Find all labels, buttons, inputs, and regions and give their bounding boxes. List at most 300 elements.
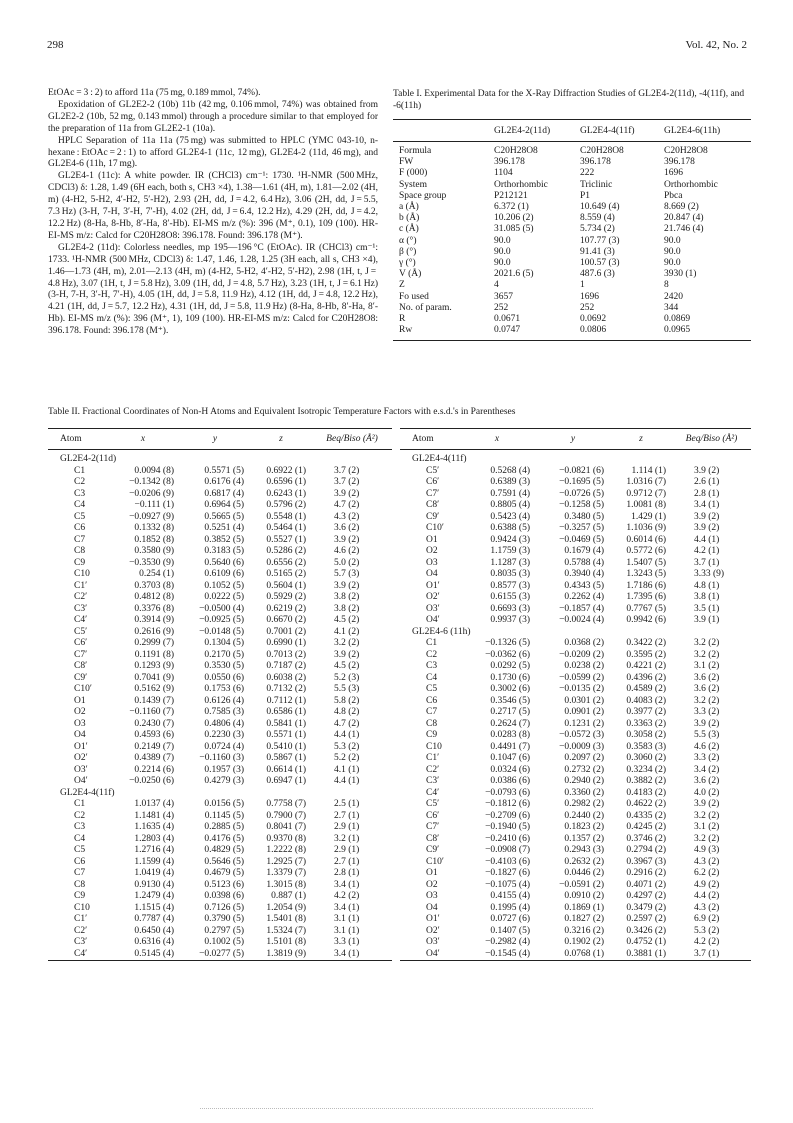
table-row bbox=[48, 914, 392, 926]
atom-label: C3 bbox=[74, 488, 86, 499]
table-row bbox=[48, 822, 392, 834]
atom-label: C6′ bbox=[426, 810, 440, 821]
table1-cell: 90.0 bbox=[494, 235, 511, 246]
coordinate-cell: 4.3 (2) bbox=[694, 902, 720, 913]
table-row bbox=[400, 788, 751, 800]
table-row bbox=[400, 937, 751, 949]
atom-label: C10 bbox=[426, 741, 442, 752]
table1-cell: Fo used bbox=[399, 291, 429, 302]
coordinate-cell: 3.1 (1) bbox=[334, 925, 360, 936]
coordinate-cell: 1.2925 (7) bbox=[266, 856, 306, 867]
coordinate-cell: 0.1823 (2) bbox=[564, 822, 604, 832]
table1-header bbox=[393, 120, 494, 142]
atom-label: C1′ bbox=[426, 753, 440, 763]
coordinate-cell: 1.3243 (5) bbox=[626, 569, 666, 579]
coordinate-cell: 0.3360 (2) bbox=[564, 787, 604, 798]
table-row bbox=[393, 303, 751, 314]
table1-cell: R bbox=[399, 314, 406, 325]
atom-label: C1′ bbox=[74, 914, 88, 924]
coordinate-cell: 0.1304 (5) bbox=[204, 638, 244, 648]
coordinate-cell: 0.6243 (1) bbox=[266, 488, 306, 499]
coordinate-cell: −0.1857 (4) bbox=[559, 603, 604, 614]
coordinate-cell: −0.1695 (5) bbox=[559, 477, 604, 487]
atom-label: C9 bbox=[426, 730, 438, 740]
coordinate-cell: 5.3 (2) bbox=[694, 925, 720, 936]
volume-label: Vol. 42, No. 2 bbox=[685, 39, 747, 51]
table2-header: x bbox=[458, 429, 536, 450]
table1-cell: 90.0 bbox=[664, 246, 681, 257]
atom-label: C4′ bbox=[426, 787, 440, 798]
coordinate-cell: 0.7900 (7) bbox=[266, 810, 306, 821]
coordinate-cell: 3.9 (2) bbox=[694, 511, 720, 522]
coordinate-cell: 3.6 (2) bbox=[694, 684, 720, 694]
atom-label: C6 bbox=[74, 523, 86, 533]
coordinate-cell: 0.7112 (1) bbox=[266, 695, 306, 706]
atom-label: O3′ bbox=[426, 603, 440, 614]
coordinate-cell: 0.3530 (5) bbox=[204, 661, 244, 671]
coordinate-cell: 0.5162 (9) bbox=[134, 684, 174, 694]
coordinate-cell: 0.8035 (3) bbox=[490, 569, 530, 579]
coordinate-cell: 0.3426 (2) bbox=[626, 925, 666, 936]
coordinate-cell: −0.0206 (9) bbox=[129, 488, 174, 499]
atom-label: C4 bbox=[74, 500, 86, 510]
table1-cell: V (Å) bbox=[399, 269, 422, 280]
coordinate-cell: 0.9937 (3) bbox=[490, 615, 530, 625]
table1-cell: c (Å) bbox=[399, 224, 419, 235]
coordinate-cell: 0.1052 (5) bbox=[204, 580, 244, 591]
coordinate-cell: 1.1036 (9) bbox=[626, 523, 666, 533]
atom-label: C7′ bbox=[74, 649, 88, 660]
atom-label: C10′ bbox=[426, 856, 444, 867]
coordinate-cell: 0.4183 (2) bbox=[626, 787, 666, 798]
table1 bbox=[393, 119, 751, 341]
coordinate-cell: 0.2624 (7) bbox=[490, 718, 530, 729]
coordinate-cell: 3.3 (1) bbox=[334, 937, 360, 947]
coordinate-cell: 0.7126 (5) bbox=[204, 902, 244, 913]
table-row bbox=[400, 949, 751, 961]
coordinate-cell: 0.6614 (1) bbox=[266, 764, 306, 775]
coordinate-cell: 3.9 (2) bbox=[334, 580, 360, 591]
coordinate-cell: 0.3583 (3) bbox=[626, 741, 666, 752]
atom-label: C3 bbox=[74, 822, 86, 832]
coordinate-cell: −0.2709 (6) bbox=[485, 810, 530, 821]
coordinate-cell: 1.2803 (4) bbox=[134, 833, 174, 844]
table-row bbox=[393, 142, 751, 158]
table1-cell: 252 bbox=[580, 302, 595, 313]
coordinate-cell: 4.9 (2) bbox=[694, 879, 720, 890]
paragraph: Epoxidation of GL2E2-2 (10b) 11b (42 mg, 0.106 mmol, 74%) was obtained from GL2E2-2 (10b, 52 mg, 0.143 mmol) through a procedure similar to that employed for the preparation of 11a from GL2E2-1 (10a). bbox=[48, 99, 378, 134]
table-row bbox=[48, 753, 392, 765]
coordinate-cell: 0.5646 (5) bbox=[204, 856, 244, 867]
atom-label: O3′ bbox=[74, 764, 88, 775]
coordinate-cell: 4.0 (2) bbox=[694, 787, 720, 798]
coordinate-cell: 0.7767 (5) bbox=[626, 603, 666, 614]
coordinate-cell: 3.9 (2) bbox=[694, 465, 720, 476]
coordinate-cell: 0.0398 (6) bbox=[204, 891, 244, 901]
atom-label: C10 bbox=[74, 902, 90, 913]
table2-header: Atom bbox=[48, 429, 106, 450]
coordinate-cell: 0.6109 (6) bbox=[204, 569, 244, 579]
coordinate-cell: 0.7132 (2) bbox=[266, 684, 306, 694]
table1-cell: β (°) bbox=[399, 246, 417, 257]
atom-label: O1′ bbox=[426, 580, 440, 591]
atom-label: O2 bbox=[74, 707, 86, 717]
atom-label: C2 bbox=[74, 810, 86, 821]
coordinate-cell: −0.2410 (6) bbox=[485, 833, 530, 844]
coordinate-cell: 3.7 (1) bbox=[694, 557, 720, 568]
coordinate-cell: 1.1759 (3) bbox=[490, 546, 530, 556]
table1-cell: Rw bbox=[399, 325, 413, 336]
coordinate-cell: 0.3882 (2) bbox=[626, 776, 666, 786]
table1-cell: 344 bbox=[664, 302, 679, 313]
table1-cell: 90.0 bbox=[494, 258, 511, 269]
table-row bbox=[400, 673, 751, 685]
coordinate-cell: 0.6219 (2) bbox=[266, 603, 306, 614]
table-row bbox=[400, 638, 751, 650]
coordinate-cell: 0.4829 (5) bbox=[204, 845, 244, 855]
table1-cell: 1696 bbox=[580, 291, 599, 302]
table-row bbox=[48, 546, 392, 558]
compound-label: GL2E4-4(11f) bbox=[60, 787, 115, 798]
coordinate-cell: 3.33 (9) bbox=[694, 569, 725, 579]
coordinate-cell: −0.0793 (6) bbox=[485, 787, 530, 798]
table1-cell: 396.178 bbox=[664, 157, 695, 168]
coordinate-cell: 3.4 (1) bbox=[334, 879, 360, 890]
coordinate-cell: 1.1515 (4) bbox=[134, 902, 174, 913]
atom-label: C9′ bbox=[426, 845, 440, 855]
coordinate-cell: 0.4335 (2) bbox=[626, 810, 666, 821]
coordinate-cell: 0.3940 (4) bbox=[564, 569, 604, 579]
atom-label: C5 bbox=[426, 684, 438, 694]
table1-cell: 0.0671 bbox=[494, 314, 521, 325]
table-row bbox=[400, 765, 751, 777]
coordinate-cell: 0.0446 (2) bbox=[564, 868, 604, 878]
atom-label: O2 bbox=[426, 879, 438, 890]
table-row bbox=[48, 535, 392, 547]
coordinate-cell: 3.9 (2) bbox=[334, 488, 360, 499]
table-row bbox=[48, 592, 392, 604]
atom-label: C5′ bbox=[426, 465, 440, 476]
table-row bbox=[48, 581, 392, 593]
coordinate-cell: 0.1407 (5) bbox=[490, 925, 530, 936]
coordinate-cell: 3.4 (1) bbox=[694, 500, 720, 510]
coordinate-cell: 3.5 (1) bbox=[694, 603, 720, 614]
coordinate-cell: 1.5101 (8) bbox=[266, 937, 306, 947]
table1-cell: C20H28O8 bbox=[580, 146, 624, 156]
coordinate-cell: 0.6693 (3) bbox=[490, 603, 530, 614]
table1-cell: 8.559 (4) bbox=[580, 213, 615, 224]
coordinate-cell: 3.9 (2) bbox=[694, 523, 720, 533]
coordinate-cell: 0.5788 (4) bbox=[564, 557, 604, 568]
coordinate-cell: 3.6 (2) bbox=[334, 523, 360, 533]
coordinate-cell: 0.4176 (5) bbox=[204, 833, 244, 844]
coordinate-cell: 0.3002 (6) bbox=[490, 684, 530, 694]
coordinate-cell: 0.6670 (2) bbox=[266, 615, 306, 625]
coordinate-cell: 0.7001 (2) bbox=[266, 626, 306, 637]
table-row bbox=[400, 477, 751, 489]
atom-label: C8 bbox=[74, 546, 86, 556]
table1-cell: 1696 bbox=[664, 168, 683, 179]
coordinate-cell: 0.3480 (5) bbox=[564, 511, 604, 522]
coordinate-cell: 0.5410 (1) bbox=[266, 741, 306, 752]
atom-label: C10 bbox=[74, 569, 90, 579]
coordinate-cell: 0.0222 (5) bbox=[204, 592, 244, 602]
coordinate-cell: 0.0768 (1) bbox=[564, 948, 604, 959]
coordinate-cell: 1.5324 (7) bbox=[266, 925, 306, 936]
atom-label: O2′ bbox=[426, 925, 440, 936]
table1-cell: 10.649 (4) bbox=[580, 202, 620, 213]
table-row bbox=[400, 914, 751, 926]
atom-label: O4′ bbox=[426, 615, 440, 625]
coordinate-cell: 2.8 (1) bbox=[694, 488, 720, 499]
coordinate-cell: 0.3977 (2) bbox=[626, 707, 666, 717]
table-row bbox=[393, 224, 751, 235]
coordinate-cell: −0.0599 (2) bbox=[559, 672, 604, 683]
coordinate-cell: 0.1957 (3) bbox=[204, 764, 244, 775]
table2-header: y bbox=[180, 429, 250, 450]
table-row bbox=[400, 857, 751, 869]
coordinate-cell: 0.2794 (2) bbox=[626, 845, 666, 855]
coordinate-cell: 3.9 (1) bbox=[694, 615, 720, 625]
coordinate-cell: 0.2982 (2) bbox=[564, 799, 604, 809]
coordinate-cell: −0.0500 (4) bbox=[199, 603, 244, 614]
coordinate-cell: 0.6586 (1) bbox=[266, 707, 306, 717]
table1-cell: 2021.6 (5) bbox=[494, 269, 534, 280]
table1-cell: 31.085 (5) bbox=[494, 224, 534, 235]
coordinate-cell: 0.3595 (2) bbox=[626, 649, 666, 660]
coordinate-cell: 0.6990 (1) bbox=[266, 638, 306, 648]
coordinate-cell: 4.8 (1) bbox=[694, 580, 720, 591]
coordinate-cell: 0.5268 (4) bbox=[490, 465, 530, 476]
table1-cell: Orthorhombic bbox=[664, 179, 718, 190]
table2-header: Beq/Biso (Å²) bbox=[672, 429, 751, 450]
coordinate-cell: 0.3790 (5) bbox=[204, 914, 244, 924]
table-row bbox=[400, 903, 751, 915]
table-row bbox=[48, 627, 392, 639]
coordinate-cell: 0.1293 (9) bbox=[134, 661, 174, 671]
table-row bbox=[48, 891, 392, 903]
coordinate-cell: 1.2054 (9) bbox=[266, 902, 306, 913]
coordinate-cell: −0.0591 (2) bbox=[559, 879, 604, 890]
coordinate-cell: 0.8577 (3) bbox=[490, 580, 530, 591]
table-row bbox=[48, 857, 392, 869]
table1-cell: 20.847 (4) bbox=[664, 213, 704, 224]
table-row bbox=[48, 834, 392, 846]
coordinate-cell: 1.1635 (4) bbox=[134, 822, 174, 832]
coordinate-cell: −0.0908 (7) bbox=[485, 845, 530, 855]
atom-label: O2 bbox=[426, 546, 438, 556]
coordinate-cell: 0.3216 (2) bbox=[564, 925, 604, 936]
coordinate-cell: 2.7 (1) bbox=[334, 810, 360, 821]
table1-header: GL2E4-2(11d) bbox=[494, 120, 580, 142]
table1-cell: 4 bbox=[494, 280, 499, 291]
coordinate-cell: 1.1481 (4) bbox=[134, 810, 174, 821]
coordinate-cell: −0.0821 (6) bbox=[559, 465, 604, 476]
table-row bbox=[48, 696, 392, 708]
table-row bbox=[48, 604, 392, 616]
coordinate-cell: 0.1902 (2) bbox=[564, 937, 604, 947]
coordinate-cell: 3.1 (1) bbox=[334, 914, 360, 924]
coordinate-cell: 3.7 (2) bbox=[334, 477, 360, 487]
coordinate-cell: 3.6 (2) bbox=[694, 672, 720, 683]
atom-label: O1 bbox=[426, 534, 438, 545]
coordinate-cell: −0.0209 (2) bbox=[559, 649, 604, 660]
table-row bbox=[48, 949, 392, 961]
coordinate-cell: 4.7 (2) bbox=[334, 718, 360, 729]
table-row bbox=[400, 684, 751, 696]
table1-cell: 3657 bbox=[494, 291, 513, 302]
table-row bbox=[48, 466, 392, 478]
coordinate-cell: −0.0148 (5) bbox=[199, 626, 244, 637]
paragraph: GL2E4-2 (11d): Colorless needles, mp 195—196 °C (EtOAc). IR (CHCl3) cm⁻¹: 1733. ¹H-NMR (500 MHz, CDCl3) δ: 1.47, 1.46, 1.28, 1.25 (3H each, all s, CH3 ×4), 1.46—1.73 (4H, m), 2.01—2.13 (4H, m) (4-H2, 5-H2, 4′-H2, 5′-H2), 2.98 (1H, t, J = 4.8 Hz), 3.07 (1H, t, J = 5.8 Hz), 3.09 (1H, dd, J = 4.8, 5.7 Hz), 3.23 (1H, t, J = 6.1 Hz) (3-H, 7-H, 3′-H, 7′-H), 4.05 (1H, dd, J = 5.8, 11.9 Hz), 4.12 (1H, dd, J = 4.8, 12.2 Hz), 4.21 (1H, dd, J = 5.7, 12.2 Hz), 4.31 (1H, dd, J = 5.8, 11.9 Hz) (8-Ha, 8-Hb, 8′-Ha, 8′-Hb). EI-MS m/z (%): 396 (M⁺, 1), 109 (100). HR-EI-MS m/z: Calcd for C20H28O8: 396.178. Found: 396.178 (M⁺). bbox=[48, 242, 378, 337]
table-row bbox=[393, 258, 751, 269]
coordinate-cell: 0.0301 (2) bbox=[564, 695, 604, 706]
coordinate-cell: 0.3376 (8) bbox=[134, 603, 174, 614]
coordinate-cell: 0.2597 (2) bbox=[626, 914, 666, 924]
atom-label: C8′ bbox=[426, 833, 440, 844]
table-row bbox=[400, 615, 751, 627]
table1-cell: Space group bbox=[399, 190, 447, 201]
coordinate-cell: 4.9 (3) bbox=[694, 845, 720, 855]
table2-header: y bbox=[536, 429, 610, 450]
atom-label: C8 bbox=[74, 879, 86, 890]
table-row bbox=[400, 822, 751, 834]
atom-label: C7 bbox=[74, 868, 86, 878]
atom-label: C8′ bbox=[426, 500, 440, 510]
coordinate-cell: 2.5 (1) bbox=[334, 799, 360, 809]
coordinate-cell: 0.7585 (3) bbox=[204, 707, 244, 717]
table-row bbox=[400, 799, 751, 811]
atom-label: C4′ bbox=[74, 615, 88, 625]
coordinate-cell: 1.2716 (4) bbox=[134, 845, 174, 855]
atom-label: C9′ bbox=[426, 511, 440, 522]
coordinate-cell: 3.8 (1) bbox=[694, 592, 720, 602]
table-row bbox=[48, 765, 392, 777]
table1-cell: FW bbox=[399, 157, 414, 168]
table1-header: GL2E4-6(11h) bbox=[664, 120, 751, 142]
coordinate-cell: 0.2885 (5) bbox=[204, 822, 244, 832]
coordinate-cell: 0.5145 (4) bbox=[134, 948, 174, 959]
coordinate-cell: 0.6596 (1) bbox=[266, 477, 306, 487]
table-row bbox=[400, 742, 751, 754]
coordinate-cell: 6.2 (2) bbox=[694, 868, 720, 878]
coordinate-cell: 0.5464 (1) bbox=[266, 523, 306, 533]
coordinate-cell: 0.3060 (2) bbox=[626, 753, 666, 763]
coordinate-cell: 0.2230 (3) bbox=[204, 730, 244, 740]
coordinate-cell: 0.2943 (3) bbox=[564, 845, 604, 855]
table1-cell: 0.0692 bbox=[580, 314, 607, 325]
coordinate-cell: 5.5 (3) bbox=[694, 730, 720, 740]
atom-label: C2′ bbox=[74, 592, 88, 602]
atom-label: C6′ bbox=[426, 477, 440, 487]
table1-cell: 487.6 (3) bbox=[580, 269, 615, 280]
table1-cell: 1 bbox=[580, 280, 585, 291]
table1-header: GL2E4-4(11f) bbox=[580, 120, 664, 142]
coordinate-cell: 0.0324 (6) bbox=[490, 764, 530, 775]
coordinate-cell: 0.3546 (5) bbox=[490, 695, 530, 706]
coordinate-cell: 0.8805 (4) bbox=[490, 500, 530, 510]
coordinate-cell: 4.4 (1) bbox=[694, 534, 720, 545]
table1-cell: 0.0806 bbox=[580, 325, 607, 336]
coordinate-cell: 0.2440 (2) bbox=[564, 810, 604, 821]
coordinate-cell: 0.0910 (2) bbox=[564, 891, 604, 901]
table-row bbox=[393, 202, 751, 213]
atom-label: C8′ bbox=[74, 661, 88, 671]
coordinate-cell: 1.0316 (7) bbox=[626, 477, 666, 487]
table-row bbox=[400, 581, 751, 593]
table2-header: z bbox=[610, 429, 672, 450]
table1-cell: Orthorhombic bbox=[494, 179, 548, 190]
compound-label: GL2E4-2(11d) bbox=[60, 454, 117, 464]
coordinate-cell: 1.0137 (4) bbox=[134, 799, 174, 809]
coordinate-cell: 0.0724 (4) bbox=[204, 741, 244, 752]
coordinate-cell: 3.8 (2) bbox=[334, 603, 360, 614]
coordinate-cell: 3.9 (2) bbox=[334, 534, 360, 545]
coordinate-cell: 0.6038 (2) bbox=[266, 672, 306, 683]
table-row bbox=[393, 180, 751, 191]
coordinate-cell: 0.3058 (2) bbox=[626, 730, 666, 740]
coordinate-cell: 0.3967 (3) bbox=[626, 856, 666, 867]
table1-cell: 222 bbox=[580, 168, 595, 179]
coordinate-cell: 0.9712 (7) bbox=[626, 488, 666, 499]
atom-label: C6′ bbox=[74, 638, 88, 648]
table2-header: x bbox=[106, 429, 180, 450]
coordinate-cell: 0.0368 (2) bbox=[564, 638, 604, 648]
table2-left bbox=[48, 428, 392, 961]
coordinate-cell: 0.4396 (2) bbox=[626, 672, 666, 683]
table1-cell: C20H28O8 bbox=[664, 146, 708, 156]
table1-cell: 2420 bbox=[664, 291, 683, 302]
coordinate-cell: 3.4 (1) bbox=[334, 902, 360, 913]
table1-cell: 0.0965 bbox=[664, 325, 691, 336]
coordinate-cell: −0.0362 (6) bbox=[485, 649, 530, 660]
coordinate-cell: 0.7187 (2) bbox=[266, 661, 306, 671]
coordinate-cell: 3.9 (2) bbox=[694, 718, 720, 729]
coordinate-cell: 4.3 (2) bbox=[334, 511, 360, 522]
table-row bbox=[48, 650, 392, 662]
coordinate-cell: 0.4279 (3) bbox=[204, 776, 244, 786]
coordinate-cell: 0.4221 (2) bbox=[626, 661, 666, 671]
coordinate-cell: −0.1827 (6) bbox=[485, 868, 530, 878]
coordinate-cell: 0.6964 (5) bbox=[204, 500, 244, 510]
coordinate-cell: 1.0419 (4) bbox=[134, 868, 174, 878]
coordinate-cell: −0.2982 (4) bbox=[485, 937, 530, 947]
coordinate-cell: 0.5841 (1) bbox=[266, 718, 306, 729]
table1-cell: Pbca bbox=[664, 190, 683, 201]
paragraph: EtOAc = 3 : 2) to afford 11a (75 mg, 0.189 mmol, 74%). bbox=[48, 88, 261, 98]
coordinate-cell: 0.2262 (4) bbox=[564, 592, 604, 602]
coordinate-cell: 4.1 (1) bbox=[334, 764, 360, 775]
coordinate-cell: −0.0927 (9) bbox=[129, 511, 174, 522]
coordinate-cell: 0.2632 (2) bbox=[564, 856, 604, 867]
coordinate-cell: 2.8 (1) bbox=[334, 868, 360, 878]
atom-label: C4 bbox=[426, 672, 438, 683]
coordinate-cell: 0.2916 (2) bbox=[626, 868, 666, 878]
coordinate-cell: 1.3015 (8) bbox=[266, 879, 306, 890]
table1-cell: F (000) bbox=[399, 168, 428, 179]
coordinate-cell: 0.4679 (5) bbox=[204, 868, 244, 878]
table1-cell: 90.0 bbox=[664, 258, 681, 269]
coordinate-cell: −0.0469 (5) bbox=[559, 534, 604, 545]
coordinate-cell: 0.2717 (5) bbox=[490, 707, 530, 717]
table1-cell: α (°) bbox=[399, 235, 417, 246]
table2-header: Atom bbox=[400, 429, 458, 450]
coordinate-cell: 0.4752 (1) bbox=[626, 937, 666, 947]
coordinate-cell: 0.8041 (7) bbox=[266, 822, 306, 832]
coordinate-cell: 1.0081 (8) bbox=[626, 500, 666, 510]
table1-cell: 107.77 (3) bbox=[580, 235, 620, 246]
table1-cell: 1104 bbox=[494, 168, 513, 179]
